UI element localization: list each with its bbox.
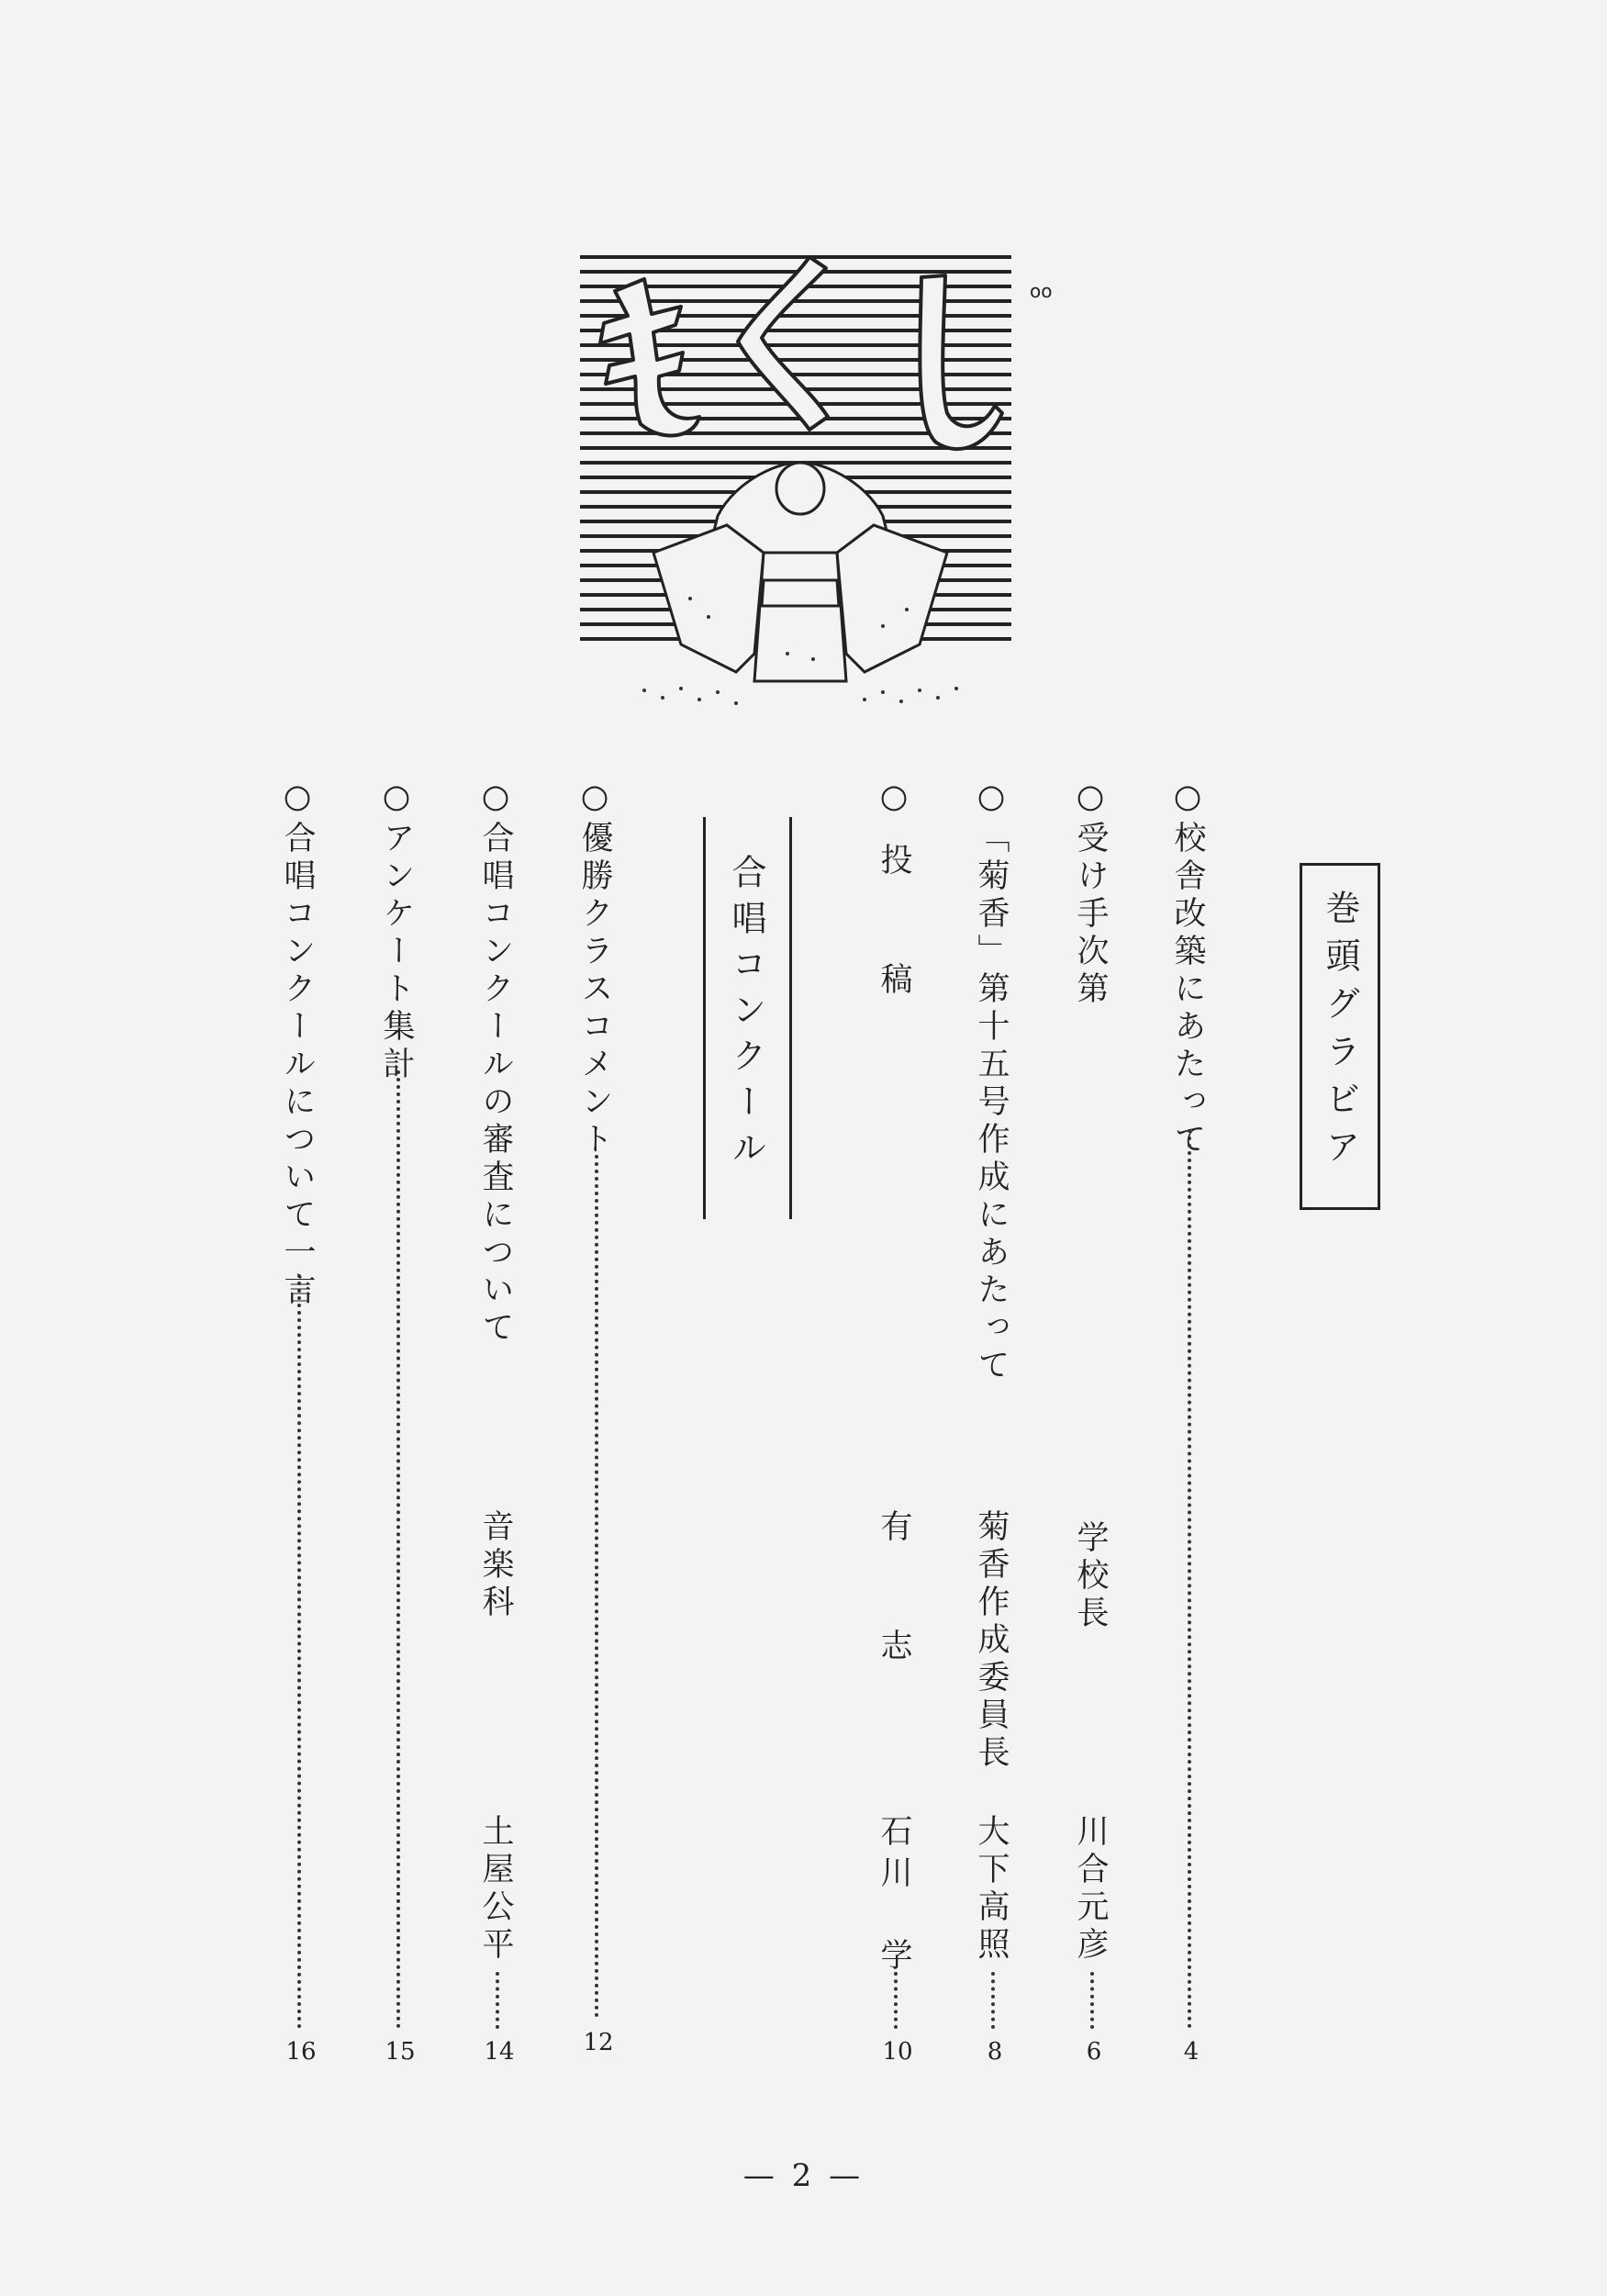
toc-entry[interactable] — [973, 778, 1015, 2066]
toc-entry-affiliation: 学校長 — [1072, 1520, 1109, 1633]
leader-dots — [991, 1972, 995, 2029]
toc-entry-title: ○投 稿 — [876, 778, 912, 1022]
toc-entry-page: 10 — [882, 2038, 913, 2066]
toc-entry-author: 土屋公平 — [477, 1814, 514, 1965]
toc-entry-title: ○優勝クラスコメント — [576, 778, 613, 1159]
svg-text:oo: oo — [1030, 280, 1053, 302]
toc-entry[interactable] — [279, 778, 321, 2066]
leader-dots — [297, 1274, 301, 2029]
toc-entry-title: ○受け手次第 — [1072, 778, 1109, 1009]
toc-entry-author: 石川 学 — [876, 1814, 912, 1979]
toc-entry[interactable] — [1072, 778, 1114, 2066]
toc-entry-page: 15 — [385, 2038, 416, 2066]
toc-entry-title: ○アンケート集計 — [378, 778, 415, 1084]
toc-entry[interactable] — [876, 778, 918, 2066]
toc-entry[interactable] — [1169, 778, 1211, 2066]
toc-entry-page: 14 — [484, 2038, 515, 2066]
toc-entry[interactable] — [477, 778, 519, 2066]
toc-entry[interactable] — [576, 778, 619, 2056]
toc-entry-author: 川合元彦 — [1072, 1814, 1109, 1965]
toc-entry-page: 8 — [987, 2038, 1003, 2066]
toc-entry-page: 16 — [285, 2038, 317, 2066]
leader-dots — [595, 1155, 598, 2018]
toc-entry[interactable] — [378, 778, 420, 2066]
leader-dots — [496, 1972, 499, 2029]
toc-entry-title: ○合唱コンクールの審査について — [477, 778, 514, 1348]
leader-dots — [1188, 1129, 1191, 2029]
page-number: — 2 — — [742, 2157, 865, 2194]
toc-entry-page: 6 — [1086, 2038, 1102, 2066]
toc-entry-title: ○合唱コンクールについて一言 — [279, 778, 316, 1310]
leader-dots — [1090, 1972, 1094, 2029]
toc-entry-affiliation: 菊香作成委員長 — [973, 1509, 1010, 1773]
section-heading-chorus — [703, 817, 791, 1219]
frontispiece-heading-box — [1300, 863, 1380, 1210]
section-rule-left — [703, 817, 706, 1219]
section-heading-label: 合唱コンクール — [726, 854, 766, 1175]
leader-dots — [396, 1070, 400, 2029]
toc-entry-affiliation: 有 志 — [876, 1509, 912, 1688]
leader-dots — [894, 1972, 898, 2029]
toc-entry-author: 大下高照 — [973, 1814, 1010, 1965]
toc-entry-affiliation: 音楽科 — [477, 1509, 514, 1622]
toc-entry-page: 4 — [1183, 2038, 1200, 2066]
mokuji-title-illustration — [580, 250, 1094, 727]
section-rule-right — [789, 817, 792, 1219]
toc-entry-title: ○校舎改築にあたって — [1169, 778, 1206, 1159]
frontispiece-heading: 巻頭グラビア — [1320, 890, 1360, 1176]
toc-entry-page: 12 — [583, 2029, 614, 2056]
toc-entry-title: ○「菊香」第十五号作成にあたって — [973, 778, 1010, 1385]
